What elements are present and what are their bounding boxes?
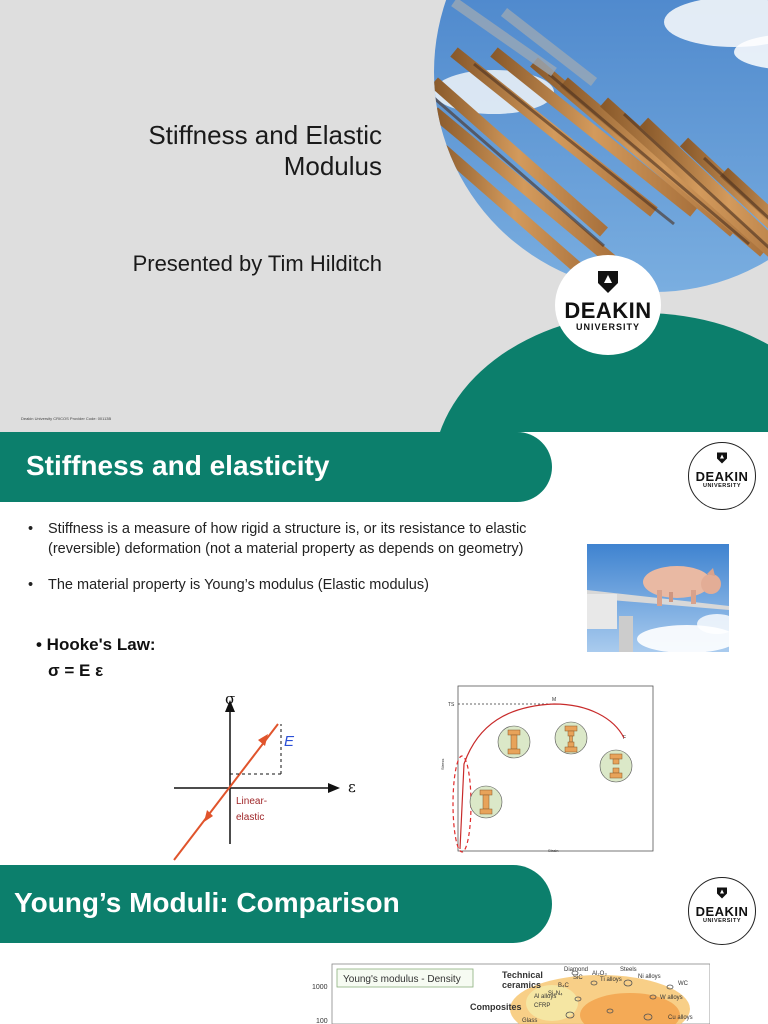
tick-1000: 1000 <box>312 984 328 991</box>
diamond-label: Diamond <box>564 967 589 973</box>
cfrp-label: CFRP <box>534 1003 551 1009</box>
deakin-crest-icon <box>717 887 727 899</box>
deakin-logo <box>555 255 661 355</box>
slide-title <box>148 120 382 182</box>
flying-pig-photo <box>587 544 729 652</box>
glass-label: Glass <box>522 1018 538 1024</box>
building-photo <box>434 0 768 292</box>
slide-heading-banner <box>0 865 552 943</box>
youngs-moduli-slide <box>0 865 768 1024</box>
bullet-item: • Stiffness is a measure of how rigid a structure is, or its resistance to elastic (reversible) deformation (not a material property as depends on geometry) <box>28 519 568 559</box>
hookes-law-graph <box>170 684 370 864</box>
stress-axis-label: Stress <box>440 758 445 770</box>
youngs-modulus-density-chart <box>310 961 710 1024</box>
slide-title-line-2: Modulus <box>283 151 382 181</box>
hookes-law-label: • Hooke's Law: <box>36 635 156 654</box>
specimen-circle <box>600 750 632 782</box>
b4c-label: B₄C <box>558 983 569 989</box>
linear-elastic-line <box>174 724 278 860</box>
x-axis-arrow-icon <box>328 783 340 793</box>
logo-word: DEAKIN <box>564 298 652 323</box>
al-alloys-label: Al alloys <box>534 994 557 1000</box>
logo-word: DEAKIN <box>695 469 749 484</box>
al2o3-label: Al₂O₃ <box>592 971 607 977</box>
presenter-text: Presented by Tim Hilditch <box>132 251 382 276</box>
logo-word: DEAKIN <box>695 904 749 919</box>
logo-subtitle: UNIVERSITY <box>702 483 741 489</box>
deakin-logo <box>688 442 756 510</box>
stress-strain-curve <box>438 684 654 856</box>
f-label: F <box>623 735 627 741</box>
composites-label: Composites <box>470 1002 522 1012</box>
technical-ceramics-label-1: Technical <box>502 970 543 980</box>
logo-subtitle: UNIVERSITY <box>575 322 640 332</box>
chart-title: Young's modulus - Density <box>343 974 461 985</box>
deakin-logo <box>688 877 756 945</box>
slope-e-label: E <box>284 733 295 750</box>
technical-ceramics-label-2: ceramics <box>502 980 542 990</box>
strain-axis-label: Strain <box>548 848 559 853</box>
hookes-law <box>36 632 156 684</box>
cricos-footer: Deakin University CRICOS Provider Code: 00113B <box>21 416 112 421</box>
logo-subtitle: UNIVERSITY <box>702 918 741 924</box>
ts-label: TS <box>448 702 455 708</box>
linear-label: Linear- <box>236 796 268 807</box>
ti-alloys-label: Ti alloys <box>600 977 622 983</box>
loading-arrow-icon <box>258 734 268 746</box>
elastic-label: elastic <box>236 812 265 823</box>
slide-heading: Stiffness and elasticity <box>26 450 330 481</box>
steels-label: Steels <box>620 967 637 973</box>
cu-alloys-label: Cu alloys <box>668 1015 693 1021</box>
tick-100: 100 <box>316 1018 328 1024</box>
sigma-label: σ <box>225 690 236 708</box>
slide-heading: Young’s Moduli: Comparison <box>14 887 400 918</box>
slide-title-line-1: Stiffness and Elastic <box>148 120 382 150</box>
bullet-list <box>28 519 568 611</box>
ni-alloys-label: Ni alloys <box>638 974 661 980</box>
epsilon-label: ε <box>348 778 356 796</box>
wc-label: WC <box>678 981 688 987</box>
hookes-law-equation: σ = E ε <box>48 661 104 680</box>
deakin-crest-icon <box>717 452 727 464</box>
slide-heading-banner <box>0 432 552 502</box>
sic-label: SiC <box>573 975 583 981</box>
stiffness-slide <box>0 432 768 865</box>
si3n4-label: Si₃N₄ <box>548 991 563 997</box>
specimen-circle <box>555 722 587 754</box>
m-label: M <box>552 697 557 703</box>
bullet-item: • The material property is Young’s modulus (Elastic modulus) <box>28 575 568 595</box>
deakin-crest-icon <box>598 271 618 293</box>
specimen-circle <box>470 786 502 818</box>
specimen-circle <box>498 726 530 758</box>
title-slide <box>0 0 768 432</box>
w-alloys-label: W alloys <box>660 995 683 1001</box>
